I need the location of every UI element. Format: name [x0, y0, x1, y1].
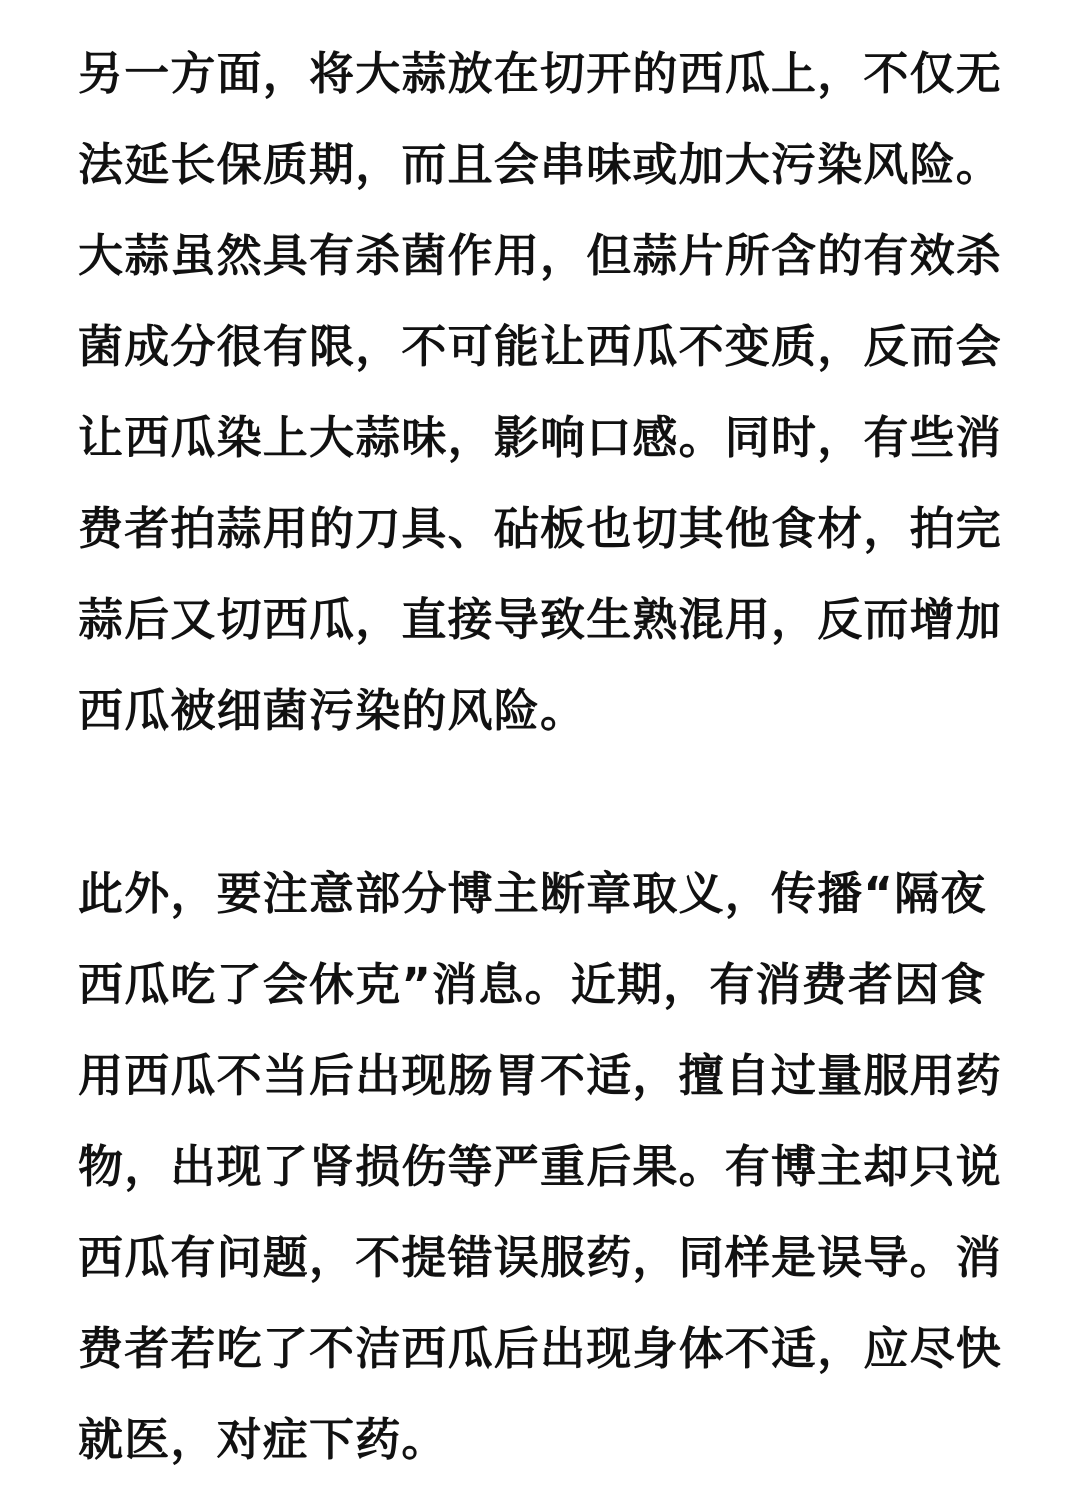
- text-line: 用西瓜不当后出现肠胃不适，擅自过量服用药: [78, 1049, 1003, 1102]
- paragraph-garlic-risk: [78, 28, 1008, 756]
- text-line: 让西瓜染上大蒜味，影响口感。同时，有些消: [78, 411, 1003, 464]
- paragraph-misleading-claims: [78, 848, 1008, 1485]
- text-line: 蒜后又切西瓜，直接导致生熟混用，反而增加: [78, 593, 1003, 646]
- text-line: 西瓜吃了会休克”消息。近期，有消费者因食: [78, 958, 987, 1011]
- text-line: 另一方面，将大蒜放在切开的西瓜上，不仅无: [78, 47, 1003, 100]
- text-line: 西瓜有问题，不提错误服药，同样是误导。消: [78, 1231, 1003, 1284]
- text-line: 就医，对症下药。: [78, 1413, 448, 1466]
- text-line: 大蒜虽然具有杀菌作用，但蒜片所含的有效杀: [78, 229, 1003, 282]
- text-line: 西瓜被细菌污染的风险。: [78, 684, 587, 737]
- text-line: 此外，要注意部分博主断章取义，传播“隔夜: [78, 867, 987, 920]
- article-body: [78, 28, 1008, 1485]
- text-line: 费者拍蒜用的刀具、砧板也切其他食材，拍完: [78, 502, 1003, 555]
- text-line: 费者若吃了不洁西瓜后出现身体不适，应尽快: [78, 1322, 1003, 1375]
- text-line: 菌成分很有限，不可能让西瓜不变质，反而会: [78, 320, 1003, 373]
- text-line: 法延长保质期，而且会串味或加大污染风险。: [78, 138, 1003, 191]
- text-line: 物，出现了肾损伤等严重后果。有博主却只说: [78, 1140, 1003, 1193]
